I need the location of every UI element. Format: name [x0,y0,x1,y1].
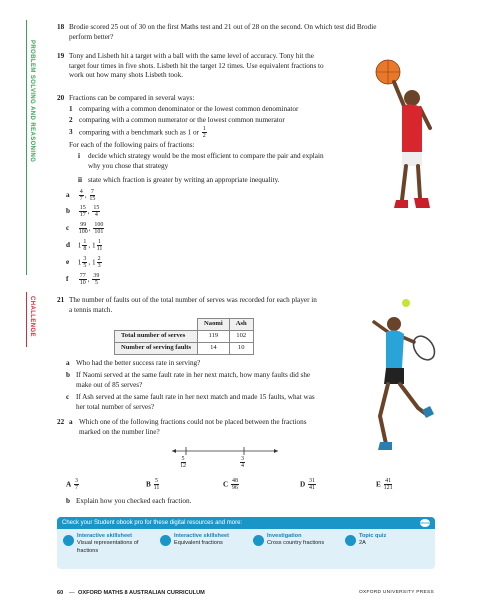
resource-cross-country[interactable]: Investigation Cross country fractions [267,533,325,547]
q20-part-f: f $\frac{77}{10}$ , $\frac{39}{5}$ [66,273,100,287]
number-line-left-label: $\frac{5}{12}$ [180,456,186,470]
option-c: C $\frac{48}{96}$ [223,478,238,492]
option-e: E $\frac{41}{121}$ [376,478,393,492]
basketball-player-illustration [372,58,444,220]
skillsheet-icon[interactable] [63,535,74,546]
table-row: Total number of serves 119 102 [115,330,254,342]
q20-task-ii: ii state which fraction is greater by writing an appropriate inequality. [78,176,280,184]
digital-resources-banner [57,517,435,569]
q20-part-e: e 1 $\frac{3}{5}$ , 1 $\frac{2}{3}$ [66,256,101,270]
banner-title: Check your Student obook pro for these digital resources and more: [57,517,435,529]
q20-instruction: For each of the following pairs of fractions: [69,141,195,149]
skillsheet-icon[interactable] [160,535,171,546]
resource-topic-quiz[interactable]: Topic quiz 2A [359,533,387,547]
q21-part-a: a Who had the better success rate in serving? [66,359,201,367]
q20-part-a: a $\frac{4}{7}$ , $\frac{7}{15}$ [66,189,96,203]
publisher: OXFORD UNIVERSITY PRESS [358,590,434,595]
investigation-icon[interactable] [253,535,264,546]
resource-visual-representations[interactable]: Interactive skillsheet Visual representations of fractions [77,533,139,554]
option-d: D $\frac{31}{41}$ [300,478,315,492]
strategy-3: 3 comparing with a benchmark such as 1 or $\frac{1}{2}$ [69,126,206,140]
question-18: 18 Brodie scored 25 out of 30 on the first Maths test and 21 out of 28 on the second. On which test did Brodie perform better? [57,23,377,41]
q22-part-b: b Explain how you checked each fraction. [66,497,192,505]
problem-solving-label: PROBLEM SOLVING AND REASONING [29,40,35,163]
q21-part-c: c If Ash served at the same fault rate in her next match and made 15 faults, what was her total number of serves? [66,393,315,411]
question-22: 22 a Which one of the following fractions could not be placed between the fractions marked on the number line? [57,418,307,436]
obook-badge: obook [420,521,430,525]
q20-task-i: i decide which strategy would be the most efficient to compare the pair and explain why you chose that strategy [78,152,324,170]
question-21: 21 The number of faults out of the total number of serves was recorded for each player in a tennis match. [57,296,317,314]
question-20: 20 Fractions can be compared in several ways: [57,94,195,102]
option-a: A $\frac{3}{7}$ [66,478,78,492]
option-b: B $\frac{5}{11}$ [146,478,160,492]
q21-part-b: b If Naomi served at the same fault rate in her next match, how many faults did she make out of 85 serves? [66,371,311,389]
tennis-player-illustration [370,296,438,456]
question-19: 19 Tony and Lisbeth hit a target with a ball with the same level of accuracy. Tony hit the target four times in five shots. Lisbeth hit the target 12 times. Use equivalent fractions to work out how many shots Lisbeth took. [57,52,324,80]
table-row: Number of serving faults 14 10 [115,342,254,354]
page-number: 60 [57,590,64,596]
footer-dash: — [69,590,75,596]
faults-table [114,318,254,355]
q20-part-c: c $\frac{99}{100}$ , $\frac{100}{101}$ [66,222,104,236]
strategy-1: 1 comparing with a common denominator or the lowest common denominator [69,105,299,113]
challenge-label: CHALLENGE [29,296,35,337]
header-ash: Ash [229,319,253,331]
strategy-2: 2 comparing with a common numerator or the lowest common numerator [69,116,285,124]
book-title: OXFORD MATHS 8 AUSTRALIAN CURRICULUM [78,590,205,596]
header-naomi: Naomi [198,319,230,331]
resource-equivalent-fractions[interactable]: Interactive skillsheet Equivalent fractions [174,533,230,547]
number-line-right-label: $\frac{3}{4}$ [241,456,244,470]
quiz-icon[interactable] [345,535,356,546]
q20-part-b: b $\frac{15}{17}$ , $\frac{15}{4}$ [66,205,100,219]
q20-part-d: d 1 $\frac{1}{8}$ , 1 $\frac{1}{11}$ [66,239,103,253]
